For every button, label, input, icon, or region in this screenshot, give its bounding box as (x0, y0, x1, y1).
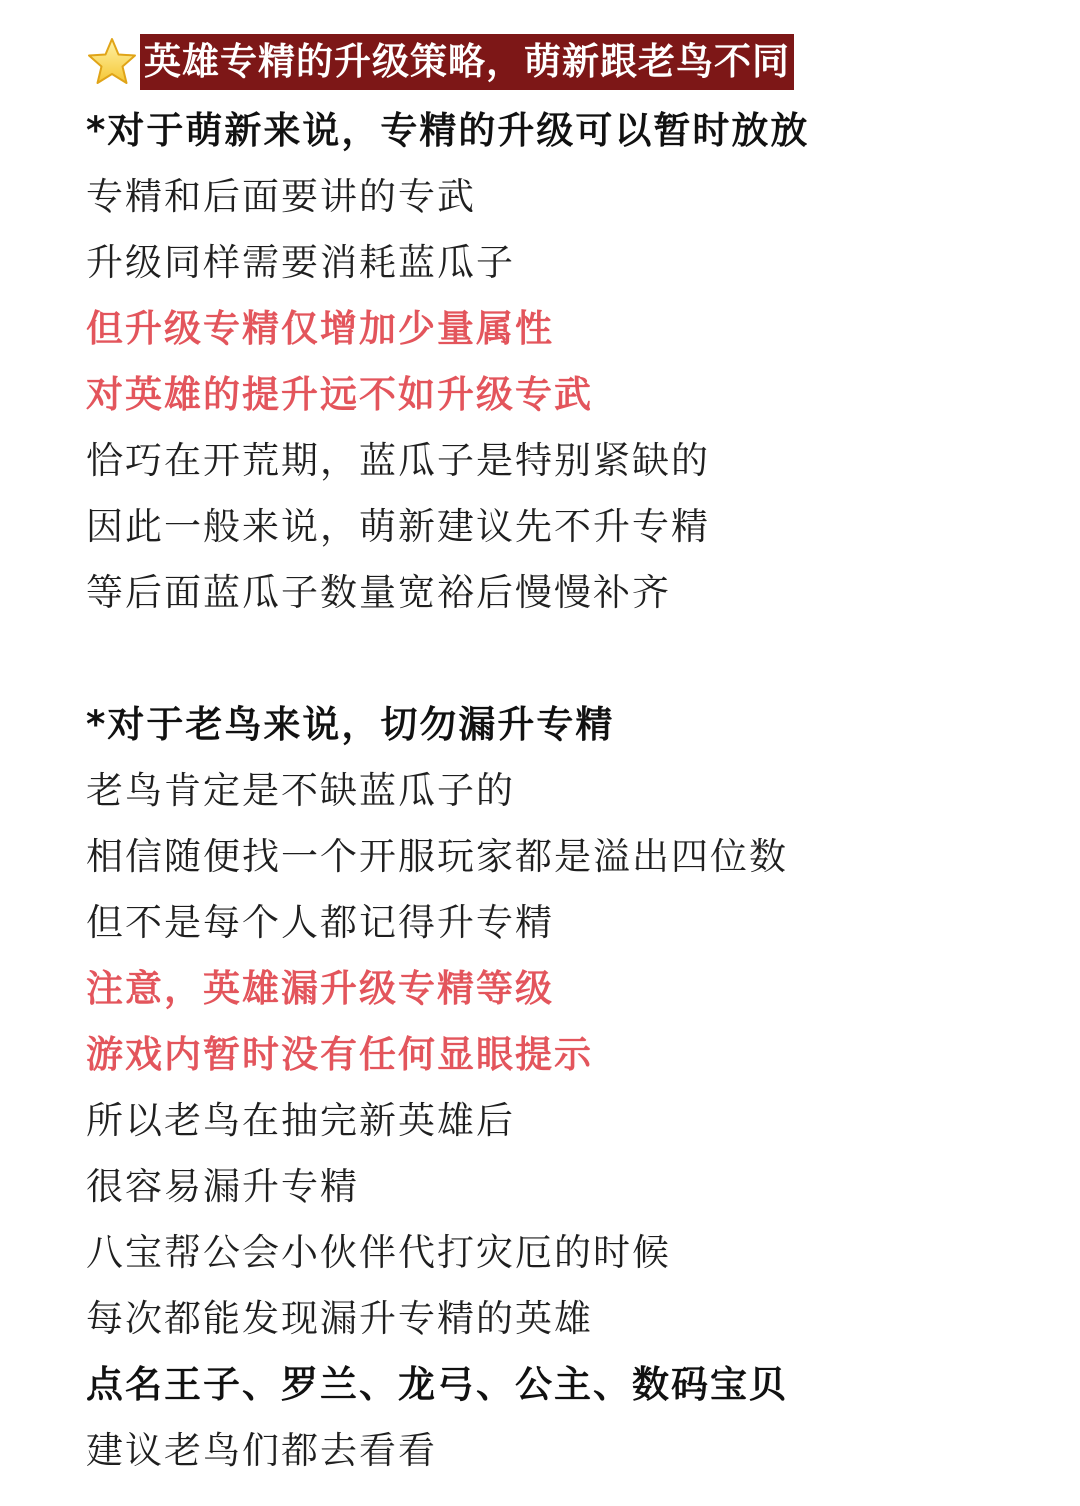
text-line: 升级同样需要消耗蓝瓜子 (86, 241, 515, 284)
bold-line: 点名王子、罗兰、龙弓、公主、数码宝贝 (86, 1363, 788, 1406)
bold-line: *对于萌新来说，专精的升级可以暂时放放 (86, 109, 810, 152)
title-row (86, 34, 794, 90)
bold-line: *对于老鸟来说，切勿漏升专精 (86, 703, 615, 746)
highlight-line: 对英雄的提升远不如升级专武 (86, 373, 593, 416)
text-line: 八宝帮公会小伙伴代打灾厄的时候 (86, 1231, 671, 1274)
paragraph-spacer (86, 626, 1046, 692)
highlight-line: 游戏内暂时没有任何显眼提示 (86, 1033, 593, 1076)
text-line: 所以老鸟在抽完新英雄后 (86, 1099, 515, 1142)
text-line: 因此一般来说，萌新建议先不升专精 (86, 505, 710, 548)
highlight-line: 但升级专精仅增加少量属性 (86, 307, 554, 350)
text-line: 恰巧在开荒期，蓝瓜子是特别紧缺的 (86, 439, 710, 482)
text-line: 相信随便找一个开服玩家都是溢出四位数 (86, 835, 788, 878)
text-line: 等后面蓝瓜子数量宽裕后慢慢补齐 (86, 571, 671, 614)
text-line: 每次都能发现漏升专精的英雄 (86, 1297, 593, 1340)
highlight-line: 注意，英雄漏升级专精等级 (86, 967, 554, 1010)
page-title: 英雄专精的升级策略，萌新跟老鸟不同 (140, 34, 794, 90)
body-text (86, 98, 1046, 1484)
text-line: 建议老鸟们都去看看 (86, 1429, 437, 1472)
star-icon (86, 36, 138, 88)
text-line: 老鸟肯定是不缺蓝瓜子的 (86, 769, 515, 812)
text-line: 很容易漏升专精 (86, 1165, 359, 1208)
text-line: 专精和后面要讲的专武 (86, 175, 476, 218)
text-line: 但不是每个人都记得升专精 (86, 901, 554, 944)
